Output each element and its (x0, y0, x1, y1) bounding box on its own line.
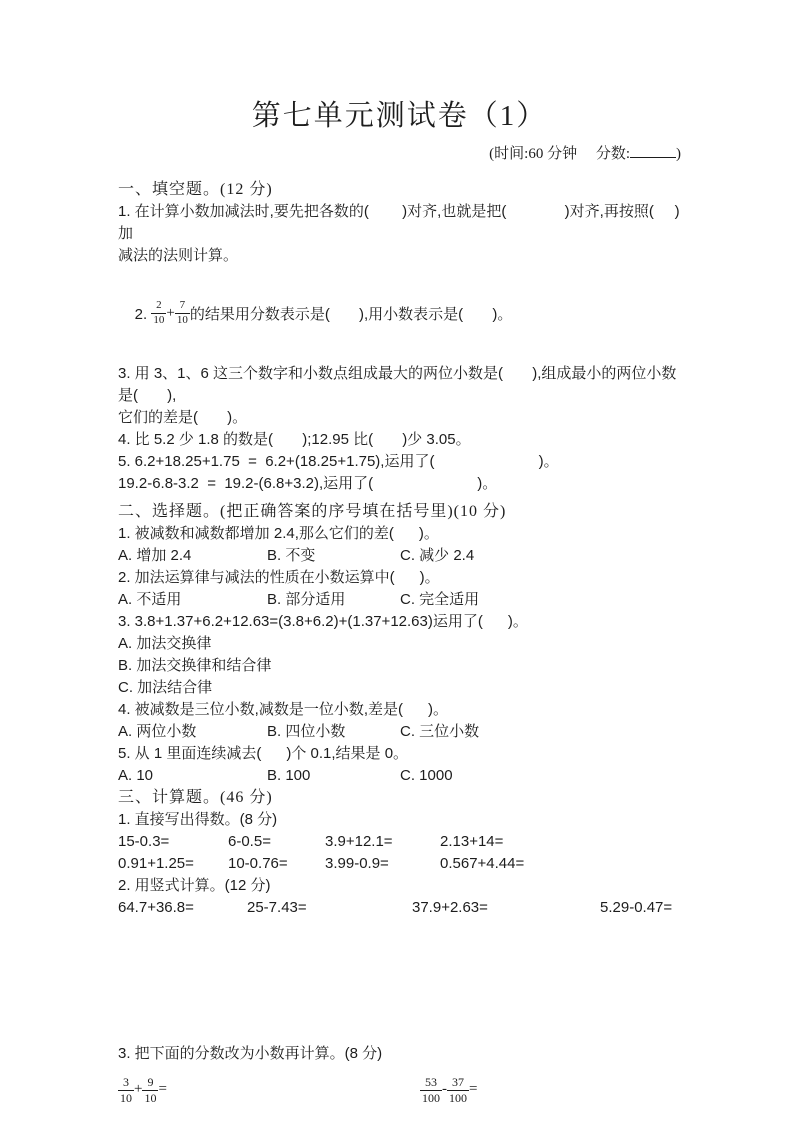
fraction-7-10: $\frac{7}{10}$ (176, 299, 188, 326)
choice-q5-stem: 5. 从 1 里面连续减去( )个 0.1,结果是 0。 (118, 745, 409, 763)
option-c: C. 三位小数 (400, 723, 480, 741)
mental-calc-row-2 (118, 853, 681, 875)
option-c: C. 1000 (400, 767, 453, 785)
fraction-problem-2 (420, 1071, 477, 1111)
fraction-37-100: $\frac{37}{100}$ (449, 1075, 467, 1105)
equals-sign: = (469, 1081, 478, 1098)
option-c: C. 减少 2.4 (400, 547, 475, 565)
meta-close-paren: ) (676, 146, 681, 162)
fraction-3-10: $\frac{3}{10}$ (120, 1075, 132, 1105)
vertical-calc-row (118, 897, 681, 919)
score-blank-line (630, 142, 676, 158)
plus-sign: + (134, 1081, 143, 1098)
option-b: B. 四位小数 (267, 723, 346, 741)
fill-q4: 4. 比 5.2 少 1.8 的数是( );12.95 比( )少 3.05。 (118, 431, 471, 449)
option-b: B. 部分适用 (267, 591, 346, 609)
calc-problem: 0.567+4.44= (440, 855, 525, 873)
time-score-label: (时间:60 分钟 分数: (489, 146, 630, 162)
calc-part1-heading: 1. 直接写出得数。(8 分) (118, 811, 278, 829)
fill-q2-suffix: 的结果用分数表示是( ),用小数表示是( )。 (189, 306, 513, 323)
choice-q3-option-b: B. 加法交换律和结合律 (118, 657, 272, 675)
fraction-53-100: $\frac{53}{100}$ (422, 1075, 440, 1105)
choice-q4-stem: 4. 被减数是三位小数,减数是一位小数,差是( )。 (118, 701, 449, 719)
calc-problem: 0.91+1.25= (118, 855, 194, 873)
choice-q5-options (118, 765, 681, 787)
fill-q3-line1: 3. 用 3、1、6 这三个数字和小数点组成最大的两位小数是( ),组成最小的两位小数是( ), (118, 365, 677, 405)
calc-part3-heading: 3. 把下面的分数改为小数再计算。(8 分) (118, 1045, 383, 1063)
calc-part2-heading: 2. 用竖式计算。(12 分) (118, 877, 271, 895)
option-a: A. 不适用 (118, 591, 182, 609)
vertical-calc-work-space (118, 919, 681, 1043)
calc-problem: 3.99-0.9= (325, 855, 389, 873)
paper-title: 第七单元测试卷（1） (251, 100, 548, 132)
fill-q3-line2: 它们的差是( )。 (118, 409, 248, 427)
choice-q1-options (118, 545, 681, 567)
fill-q1-line2: 减法的法则计算。 (118, 247, 239, 264)
fraction-9-10: $\frac{9}{10}$ (144, 1075, 157, 1105)
option-b: B. 不变 (267, 547, 316, 565)
choice-q3-stem: 3. 3.8+1.37+6.2+12.63=(3.8+6.2)+(1.37+12.63)运用了( )。 (118, 613, 528, 631)
calc-problem: 64.7+36.8= (118, 899, 194, 917)
fill-q2 (118, 267, 681, 363)
option-a: A. 10 (118, 767, 154, 785)
exam-meta (118, 142, 681, 165)
calc-problem: 5.29-0.47= (600, 899, 673, 917)
fraction-problem-1 (118, 1071, 420, 1111)
calc-problem: 2.13+14= (440, 833, 504, 851)
section-1-heading: 一、填空题。(12 分) (118, 181, 273, 198)
option-b: B. 100 (267, 767, 311, 785)
calc-problem: 6-0.5= (228, 833, 271, 851)
mental-calc-row-1 (118, 831, 681, 853)
choice-q3-option-a: A. 加法交换律 (118, 635, 212, 653)
plus-sign: + (166, 305, 175, 322)
choice-q4-options (118, 721, 681, 743)
option-c: C. 完全适用 (400, 591, 480, 609)
fraction-problems-row (118, 1071, 681, 1111)
calc-problem: 15-0.3= (118, 833, 170, 851)
calc-problem: 3.9+12.1= (325, 833, 393, 851)
equals-sign: = (158, 1081, 167, 1098)
calc-problem: 10-0.76= (228, 855, 288, 873)
choice-q1-stem: 1. 被减数和减数都增加 2.4,那么它们的差( )。 (118, 525, 439, 543)
fill-q5-line1: 5. 6.2+18.25+1.75 = 6.2+(18.25+1.75),运用了( )。 (118, 453, 559, 471)
choice-q3-option-c: C. 加法结合律 (118, 679, 213, 697)
section-2-heading: 二、选择题。(把正确答案的序号填在括号里)(10 分) (118, 503, 507, 521)
option-a: A. 增加 2.4 (118, 547, 192, 565)
choice-q2-stem: 2. 加法运算律与减法的性质在小数运算中( )。 (118, 569, 440, 587)
fill-q1-line1: 1. 在计算小数加减法时,要先把各数的( )对齐,也就是把( )对齐,再按照( )加 (118, 203, 680, 242)
choice-q2-options (118, 589, 681, 611)
minus-sign: - (442, 1081, 447, 1098)
option-a: A. 两位小数 (118, 723, 197, 741)
fraction-2-10: $\frac{2}{10}$ (153, 299, 165, 326)
fill-q2-prefix: 2. (134, 306, 152, 323)
fill-q5-line2: 19.2-6.8-3.2 = 19.2-(6.8+3.2),运用了( )。 (118, 475, 498, 493)
calc-problem: 25-7.43= (247, 899, 307, 917)
section-3-heading: 三、计算题。(46 分) (118, 789, 273, 807)
calc-problem: 37.9+2.63= (412, 899, 488, 917)
